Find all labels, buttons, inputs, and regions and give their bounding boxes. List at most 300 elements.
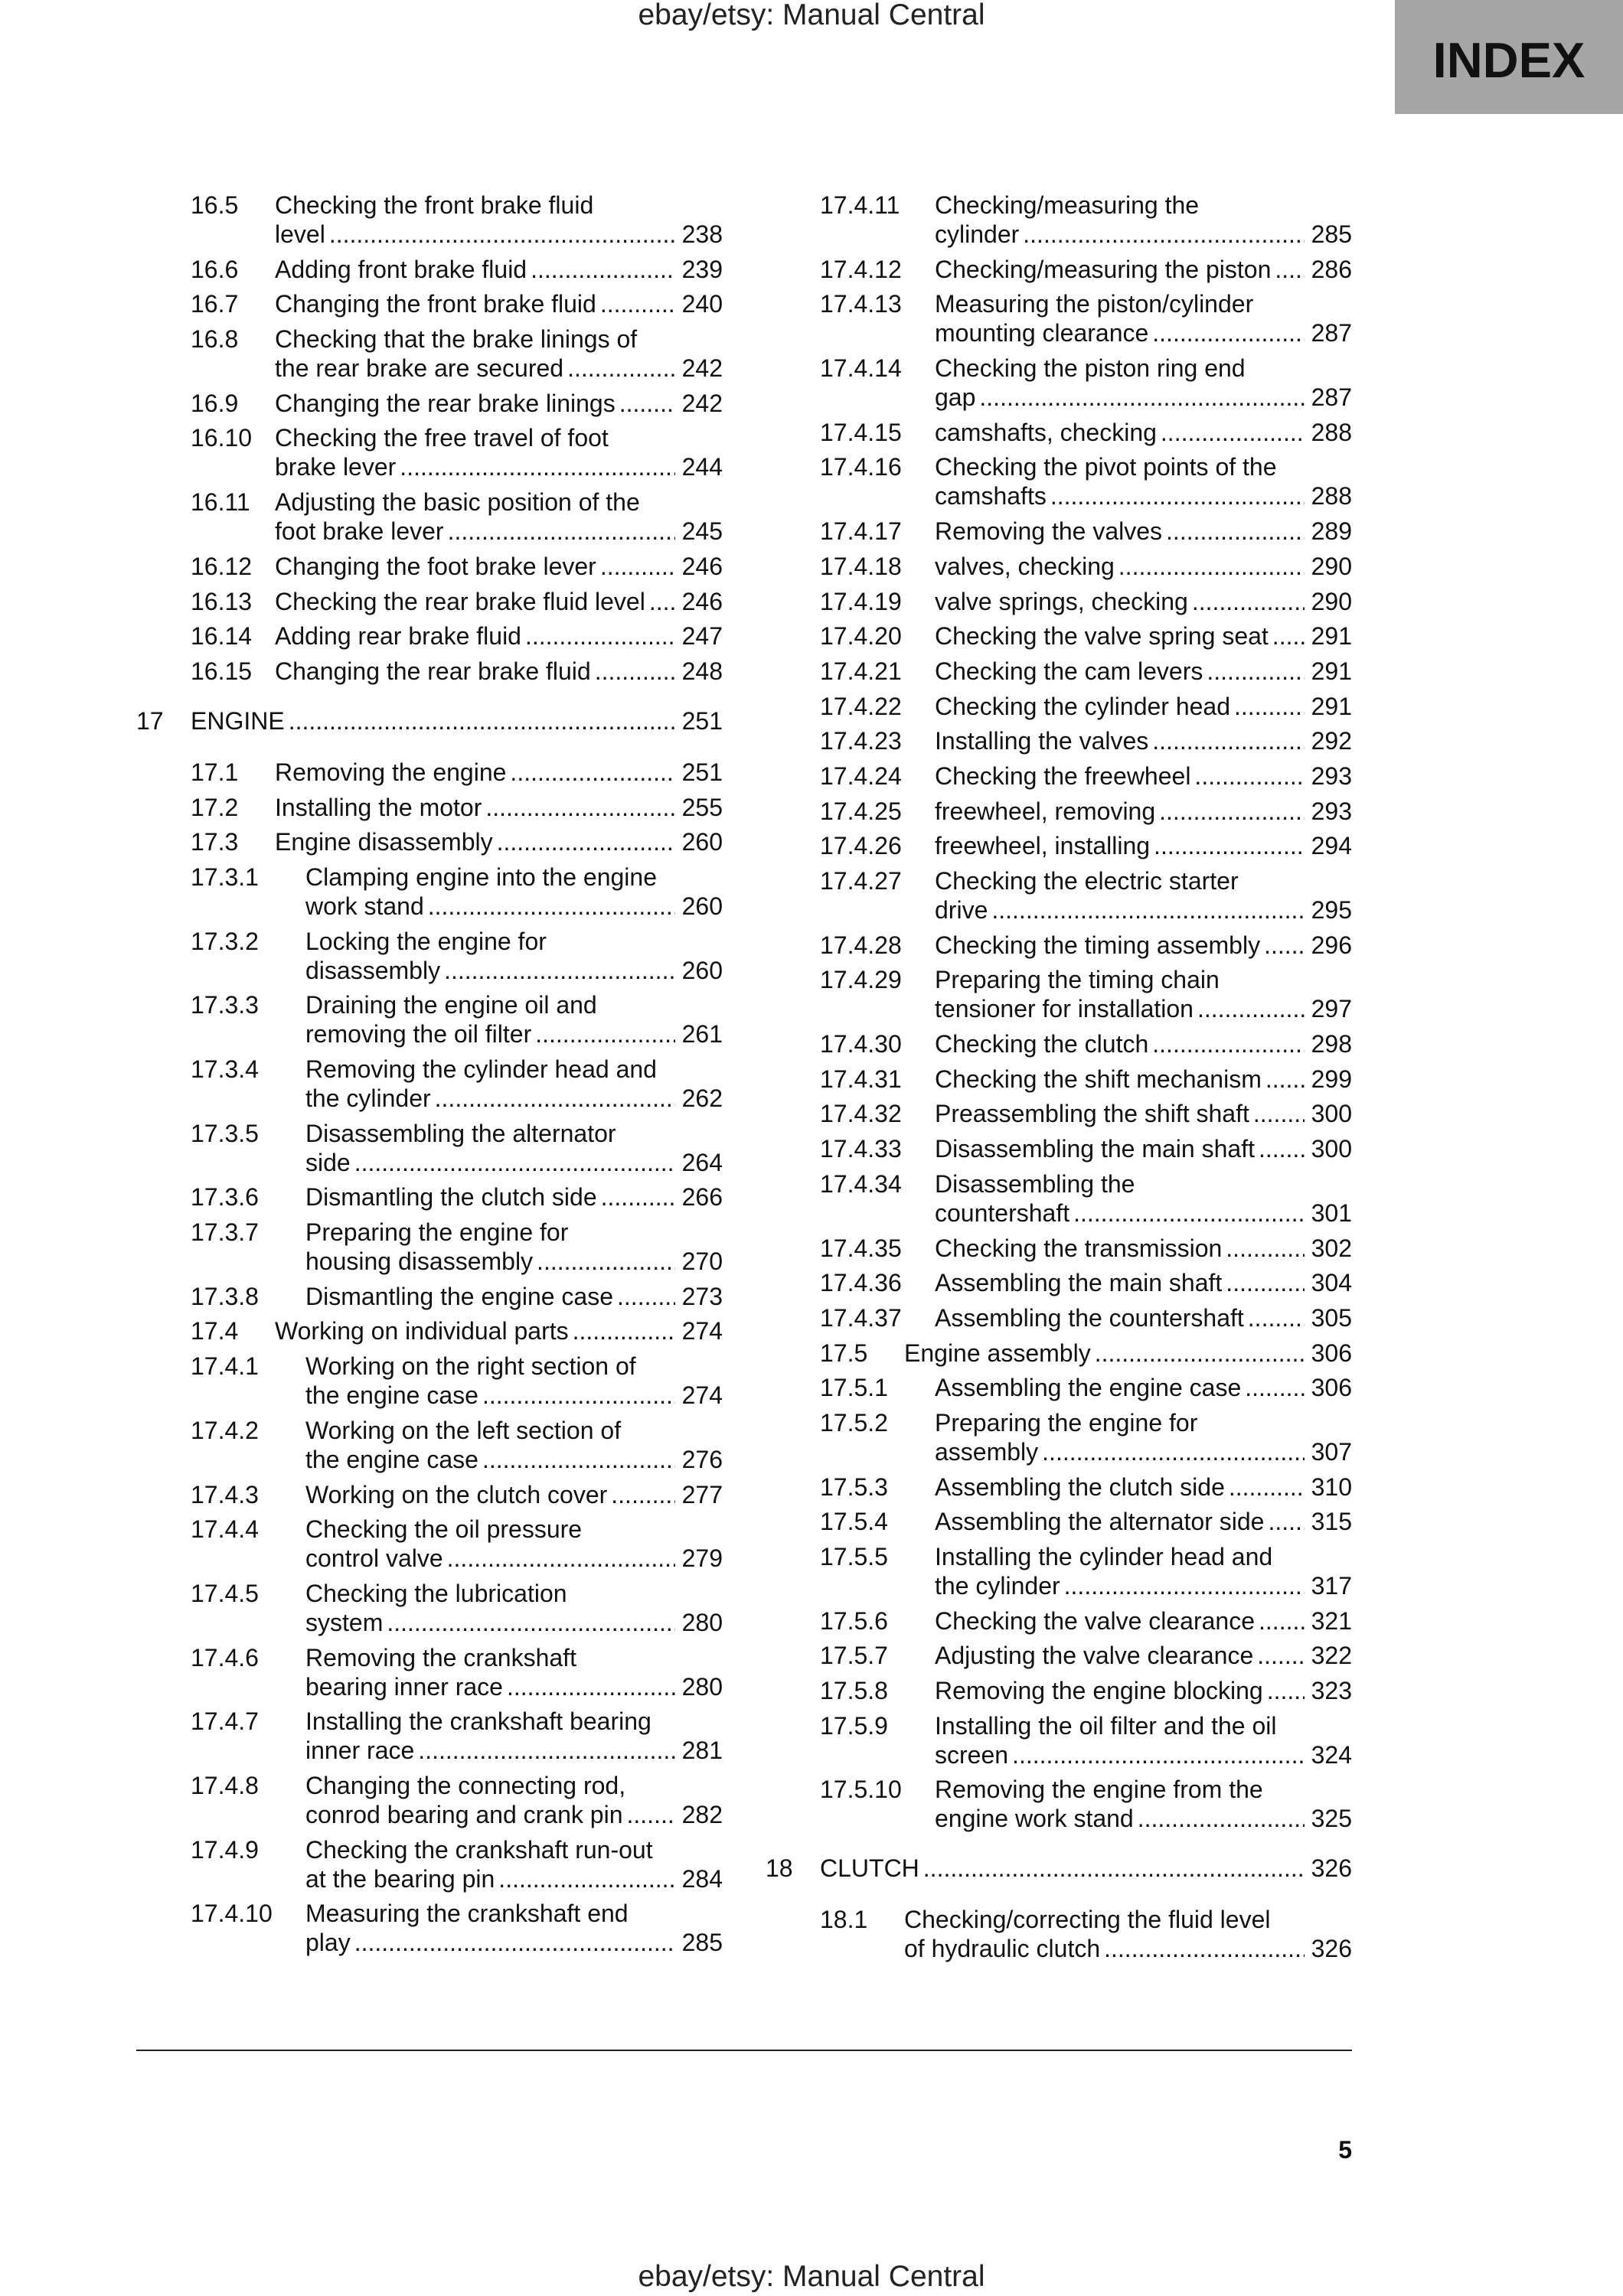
toc-entry-title: Checking/measuring the cylinder	[935, 191, 1200, 248]
toc-entry-page: 274	[675, 1381, 723, 1410]
toc-entry-title: Working on the right section of the engine case	[305, 1352, 636, 1410]
toc-entry-title: Checking the cam levers	[935, 657, 1203, 685]
toc-entry-title: freewheel, installing	[935, 832, 1151, 860]
toc-entry-page: 239	[675, 255, 723, 284]
toc-entry-title: Removing the engine from the engine work stand	[935, 1776, 1263, 1833]
toc-entry-number: 17.4.18	[820, 552, 902, 580]
toc-entry-title: Measuring the piston/cylinder mounting clearance	[935, 290, 1254, 347]
toc-entry-title: Removing the engine blocking	[935, 1677, 1263, 1705]
toc-entry-title: Adjusting the basic position of the foot brake lever	[275, 488, 640, 546]
toc-entry-page: 291	[1305, 657, 1352, 686]
toc-entry-title-block	[935, 1606, 1352, 1636]
toc-entry	[820, 965, 1352, 1023]
toc-entry-page: 288	[1305, 418, 1352, 447]
toc-entry-title-block	[275, 793, 723, 822]
toc-entry	[191, 927, 723, 985]
toc-entry	[191, 1416, 723, 1474]
toc-entry-title-block	[935, 797, 1352, 826]
toc-entry	[820, 1065, 1352, 1094]
toc-entry-title: Checking the free travel of foot brake lever	[275, 424, 609, 481]
toc-entry	[820, 866, 1352, 925]
toc-entry	[191, 423, 723, 481]
toc-entry	[820, 1641, 1352, 1670]
toc-entry	[191, 621, 723, 651]
toc-entry-number: 17.5.1	[820, 1374, 888, 1402]
toc-entry	[820, 587, 1352, 616]
toc-entry-title: Working on the clutch cover	[305, 1480, 608, 1508]
toc-entry	[191, 1282, 723, 1311]
toc-entry-title-block	[935, 255, 1352, 284]
toc-entry-number: 17.4.14	[820, 354, 902, 383]
toc-entry-page: 251	[675, 758, 723, 787]
toc-entry-title-block	[275, 389, 723, 418]
toc-entry	[820, 1268, 1352, 1297]
toc-entry-page: 326	[1305, 1934, 1352, 1963]
toc-chapter-entry	[766, 1854, 1352, 1883]
toc-entry	[191, 1643, 723, 1701]
toc-entry-title-block	[935, 1065, 1352, 1094]
toc-entry-title-block	[935, 1542, 1352, 1600]
toc-entry-title-block	[935, 587, 1352, 616]
toc-entry	[820, 1373, 1352, 1402]
toc-entry	[191, 191, 723, 249]
toc-entry	[820, 255, 1352, 284]
toc-entry-number: 17.2	[191, 793, 239, 821]
toc-entry-number: 16.8	[191, 325, 239, 354]
toc-entry-title-block	[305, 1182, 723, 1212]
toc-entry-number: 17.4.6	[191, 1643, 259, 1671]
toc-entry-number: 17.5.4	[820, 1508, 888, 1536]
index-tab-label: INDEX	[1432, 32, 1585, 88]
page-number: 5	[1338, 2136, 1352, 2164]
toc-entry-title-block	[935, 1711, 1352, 1769]
toc-entry-number: 17.4.10	[191, 1900, 273, 1928]
toc-entry-title-block	[305, 1282, 723, 1311]
toc-entry-title: Preparing the engine for assembly	[935, 1408, 1198, 1466]
toc-entry-title: Adding rear brake fluid	[275, 622, 521, 651]
toc-entry-number: 17.4.17	[820, 517, 902, 546]
toc-entry-number: 17.5.9	[820, 1711, 888, 1740]
toc-entry	[191, 255, 723, 284]
toc-entry-title-block	[935, 289, 1352, 347]
toc-entry-title: Changing the rear brake linings	[275, 389, 616, 417]
toc-entry-title-block	[275, 552, 723, 581]
toc-entry-title-block	[935, 552, 1352, 581]
toc-entry-page: 279	[675, 1544, 723, 1573]
toc-entry-number: 17.4.7	[191, 1707, 259, 1736]
toc-entry-page: 321	[1305, 1606, 1352, 1636]
watermark-bottom: ebay/etsy: Manual Central	[638, 2260, 985, 2293]
toc-entry	[820, 1234, 1352, 1263]
toc-entry	[191, 990, 723, 1049]
toc-entry-page: 273	[675, 1282, 723, 1311]
toc-entry-title-block	[935, 621, 1352, 651]
toc-entry-title-block	[305, 990, 723, 1049]
toc-entry	[820, 1473, 1352, 1502]
toc-entry-title-block	[935, 1507, 1352, 1536]
toc-entry-page: 285	[675, 1928, 723, 1957]
toc-entry-title-block	[305, 1515, 723, 1573]
toc-entry-title-block	[935, 1473, 1352, 1502]
toc-entry-title-block	[935, 452, 1352, 510]
toc-entry-page: 262	[675, 1084, 723, 1113]
toc-entry	[191, 1182, 723, 1212]
toc-entry-title: Dismantling the engine case	[305, 1282, 614, 1310]
toc-entry-title: ENGINE	[191, 706, 285, 735]
toc-entry-title-block	[935, 418, 1352, 447]
toc-entry-title: Checking/measuring the piston	[935, 255, 1272, 283]
toc-entry-title-block	[935, 931, 1352, 960]
toc-entry-number: 17.5.6	[820, 1606, 888, 1635]
toc-entry-page: 298	[1305, 1029, 1352, 1058]
toc-entry-title: Working on the left section of the engine case	[305, 1416, 622, 1473]
toc-entry-title-block	[275, 587, 723, 616]
toc-entry-title: Changing the connecting rod, conrod bearing and crank pin	[305, 1771, 626, 1828]
toc-entry-number: 17.4.30	[820, 1030, 902, 1058]
toc-entry-number: 17.3.7	[191, 1218, 259, 1247]
toc-entry-title-block	[935, 1373, 1352, 1402]
toc-entry-title-block	[305, 1643, 723, 1701]
toc-entry-title: Locking the engine for disassembly	[305, 927, 547, 984]
toc-chapter-entry	[136, 706, 723, 735]
toc-entry-title: Checking that the brake linings of the rear brake are secured	[275, 325, 638, 383]
toc-entry-page: 315	[1305, 1507, 1352, 1536]
toc-entry-page: 238	[675, 220, 723, 249]
toc-entry-number: 17.4.2	[191, 1416, 259, 1444]
toc-entry	[820, 1408, 1352, 1466]
toc-entry	[820, 1169, 1352, 1228]
toc-entry-page: 276	[675, 1445, 723, 1474]
toc-entry-title-block	[305, 1771, 723, 1829]
toc-entry-title-block	[935, 1029, 1352, 1058]
toc-entry-page: 305	[1305, 1303, 1352, 1332]
index-tab	[1395, 0, 1623, 114]
toc-entry-number: 17.4.20	[820, 622, 902, 651]
toc-entry-title: Checking the crankshaft run-out at the bearing pin	[305, 1835, 653, 1893]
toc-entry-number: 16.6	[191, 255, 239, 283]
toc-entry-page: 266	[675, 1182, 723, 1212]
toc-entry-title-block	[935, 657, 1352, 686]
toc-entry-page: 285	[1305, 220, 1352, 249]
toc-entry	[191, 1515, 723, 1573]
toc-entry-title-block	[275, 758, 723, 787]
toc-entry-title: Engine disassembly	[275, 828, 493, 856]
toc-entry-page: 287	[1305, 383, 1352, 412]
toc-entry-title-block	[275, 621, 723, 651]
toc-entry-page: 280	[675, 1608, 723, 1637]
toc-entry-title-block	[935, 1676, 1352, 1705]
toc-entry-title: Checking the pivot points of the camshafts	[935, 453, 1277, 510]
toc-entry-title: Preparing the timing chain tensioner for installation	[935, 966, 1220, 1023]
toc-entry-number: 17.4.3	[191, 1480, 259, 1508]
toc-entry-title: valve springs, checking	[935, 587, 1188, 615]
toc-entry-number: 16.15	[191, 657, 253, 685]
toc-entry-title-block	[305, 1416, 723, 1474]
toc-entry-page: 246	[675, 587, 723, 616]
toc-entry	[820, 1542, 1352, 1600]
watermark-top: ebay/etsy: Manual Central	[638, 0, 985, 31]
toc-entry-title: CLUTCH	[820, 1854, 919, 1883]
toc-entry	[820, 1905, 1352, 1963]
toc-entry-title-block	[275, 488, 723, 546]
toc-entry-title: Checking the clutch	[935, 1030, 1149, 1058]
toc-entry-page: 242	[675, 354, 723, 383]
toc-entry-number: 17.4.1	[191, 1352, 259, 1381]
toc-entry	[820, 657, 1352, 686]
toc-entry-title-block	[935, 517, 1352, 546]
toc-entry-page: 270	[675, 1247, 723, 1276]
toc-entry-title: Changing the rear brake fluid	[275, 657, 591, 685]
toc-entry-title-block	[935, 1169, 1352, 1228]
toc-entry-page: 300	[1305, 1134, 1352, 1163]
toc-entry-title-block	[275, 827, 723, 856]
toc-entry	[191, 1707, 723, 1765]
toc-entry-page: 301	[1305, 1199, 1352, 1228]
toc-entry-page: 274	[675, 1316, 723, 1345]
toc-entry-title-block	[275, 657, 723, 686]
toc-entry-title: Draining the engine oil and removing the oil filter	[305, 991, 597, 1049]
toc-entry-page: 326	[1305, 1854, 1352, 1883]
toc-entry-title: Dismantling the clutch side	[305, 1183, 597, 1212]
toc-entry-number: 17.3.2	[191, 927, 259, 955]
toc-entry	[191, 1316, 723, 1345]
toc-entry-title: Checking the piston ring end gap	[935, 354, 1246, 412]
toc-entry	[820, 797, 1352, 826]
toc-entry-number: 17.4.5	[191, 1579, 259, 1607]
toc-entry-page: 293	[1305, 797, 1352, 826]
toc-entry	[191, 1055, 723, 1113]
toc-entry-title: Checking the shift mechanism	[935, 1065, 1262, 1093]
toc-entry-title: Adding front brake fluid	[275, 255, 527, 283]
toc-entry-page: 280	[675, 1672, 723, 1701]
toc-entry-number: 16.7	[191, 290, 239, 318]
toc-entry-title-block	[275, 255, 723, 284]
toc-entry	[820, 1711, 1352, 1769]
toc-entry-title-block	[305, 1899, 723, 1957]
toc-entry-title: Checking the transmission	[935, 1234, 1223, 1262]
toc-entry-page: 306	[1305, 1373, 1352, 1402]
toc-entry-title: Installing the oil filter and the oil screen	[935, 1711, 1277, 1769]
toc-entry	[191, 289, 723, 318]
toc-entry-number: 17.4.34	[820, 1169, 902, 1198]
toc-entry	[191, 1899, 723, 1957]
toc-entry-number: 17.4.4	[191, 1515, 259, 1544]
toc-entry	[820, 831, 1352, 860]
toc-entry-title: Removing the valves	[935, 517, 1163, 546]
toc-entry-number: 17.4.22	[820, 692, 902, 720]
toc-entry	[820, 517, 1352, 546]
toc-entry-title-block	[275, 423, 723, 481]
toc-entry-title: Checking the timing assembly	[935, 931, 1261, 959]
toc-entry-title: Disassembling the countershaft	[935, 1169, 1135, 1227]
toc-entry-number: 17.4.31	[820, 1065, 902, 1093]
toc-entry-title-block	[305, 1579, 723, 1637]
toc-entry-title-block	[305, 863, 723, 921]
toc-entry-title-block	[935, 1099, 1352, 1128]
toc-entry-page: 260	[675, 892, 723, 921]
toc-entry-page: 277	[675, 1480, 723, 1509]
toc-entry-title-block	[275, 1316, 723, 1345]
toc-entry-page: 245	[675, 517, 723, 546]
toc-entry-page: 302	[1305, 1234, 1352, 1263]
toc-entry-title: Checking the cylinder head	[935, 692, 1231, 720]
toc-entry-number: 17.4.8	[191, 1771, 259, 1799]
toc-entry-title-block	[305, 1218, 723, 1276]
toc-entry-title: Assembling the engine case	[935, 1374, 1242, 1402]
toc-entry-title: Assembling the alternator side	[935, 1508, 1265, 1536]
toc-entry-page: 260	[675, 956, 723, 985]
toc-entry-title: Installing the valves	[935, 727, 1149, 755]
toc-entry-page: 261	[675, 1019, 723, 1049]
toc-entry	[191, 587, 723, 616]
toc-entry	[191, 389, 723, 418]
toc-entry	[820, 1339, 1352, 1368]
toc-entry-page: 244	[675, 452, 723, 481]
toc-entry-title-block	[305, 1055, 723, 1113]
toc-entry-number: 17	[136, 706, 164, 735]
toc-entry-page: 246	[675, 552, 723, 581]
toc-entry-title: Checking the valve clearance	[935, 1606, 1256, 1635]
toc-entry	[820, 1775, 1352, 1833]
toc-entry-page: 294	[1305, 831, 1352, 860]
toc-entry-number: 17.4.15	[820, 418, 902, 446]
toc-entry-title: Clamping engine into the engine work stand	[305, 863, 657, 920]
toc-entry-number: 17.4.26	[820, 832, 902, 860]
toc-entry-page: 324	[1305, 1740, 1352, 1769]
toc-entry-title-block	[935, 191, 1352, 249]
toc-entry-title-block	[275, 289, 723, 318]
toc-entry-title: Checking the lubrication system	[305, 1579, 567, 1636]
toc-entry	[191, 657, 723, 686]
toc-entry-page: 323	[1305, 1676, 1352, 1705]
toc-entry	[191, 552, 723, 581]
toc-entry	[191, 488, 723, 546]
toc-entry-title: Disassembling the main shaft	[935, 1135, 1255, 1163]
toc-entry-title-block	[935, 354, 1352, 412]
toc-entry-title-block	[935, 692, 1352, 721]
toc-entry-page: 317	[1305, 1571, 1352, 1600]
toc-entry-page: 293	[1305, 762, 1352, 791]
toc-entry-number: 17.4	[191, 1317, 239, 1345]
toc-entry-number: 17.4.13	[820, 290, 902, 318]
toc-entry-title-block	[935, 726, 1352, 755]
toc-entry-number: 17.4.21	[820, 657, 902, 685]
toc-entry-number: 17.4.32	[820, 1100, 902, 1128]
toc-entry-number: 16.5	[191, 191, 239, 219]
toc-entry-page: 287	[1305, 318, 1352, 347]
toc-entry	[820, 191, 1352, 249]
toc-entry	[191, 1218, 723, 1276]
toc-entry	[191, 1352, 723, 1410]
toc-entry-title: Measuring the crankshaft end play	[305, 1900, 629, 1957]
toc-entry-title-block	[305, 1352, 723, 1410]
toc-entry-page: 282	[675, 1800, 723, 1829]
toc-entry-number: 17.3	[191, 828, 239, 856]
toc-entry-title-block	[935, 1775, 1352, 1833]
toc-entry	[191, 1119, 723, 1177]
toc-entry-number: 17.4.16	[820, 453, 902, 481]
toc-entry-page: 291	[1305, 692, 1352, 721]
toc-entry-page: 247	[675, 621, 723, 651]
toc-entry-page: 304	[1305, 1268, 1352, 1297]
toc-entry-number: 16.12	[191, 552, 253, 580]
toc-entry-title-block	[904, 1339, 1352, 1368]
toc-entry	[820, 1676, 1352, 1705]
toc-entry	[191, 325, 723, 383]
toc-entry-title-block	[305, 1480, 723, 1509]
toc-entry-number: 17.3.8	[191, 1282, 259, 1310]
toc-entry	[820, 762, 1352, 791]
toc-entry-number: 17.4.28	[820, 931, 902, 959]
toc-entry-title-block	[305, 1835, 723, 1893]
toc-entry-title-block	[275, 325, 723, 383]
toc-entry-page: 242	[675, 389, 723, 418]
toc-entry	[820, 1507, 1352, 1536]
toc-entry-page: 322	[1305, 1641, 1352, 1670]
toc-entry	[820, 1029, 1352, 1058]
toc-entry-title: Preassembling the shift shaft	[935, 1100, 1249, 1128]
toc-entry	[191, 1480, 723, 1509]
toc-entry-page: 310	[1305, 1473, 1352, 1502]
toc-entry-title-block	[935, 831, 1352, 860]
toc-entry-page: 290	[1305, 552, 1352, 581]
toc-entry-title: Assembling the clutch side	[935, 1473, 1225, 1501]
toc-entry-title: Changing the foot brake lever	[275, 552, 596, 580]
toc-entry	[191, 827, 723, 856]
toc-entry-title: Changing the front brake fluid	[275, 290, 596, 318]
toc-entry-title: camshafts, checking	[935, 418, 1157, 446]
toc-entry-number: 17.4.11	[820, 191, 900, 219]
toc-entry	[191, 1771, 723, 1829]
toc-entry	[820, 726, 1352, 755]
toc-entry-number: 17.5.10	[820, 1776, 902, 1804]
toc-entry-page: 284	[675, 1864, 723, 1893]
toc-entry-page: 292	[1305, 726, 1352, 755]
toc-entry-title: Checking/correcting the fluid level of hydraulic clutch	[904, 1906, 1271, 1963]
toc-entry-page: 240	[675, 289, 723, 318]
toc-entry-title: Installing the motor	[275, 793, 482, 821]
toc-entry	[820, 621, 1352, 651]
toc-entry	[820, 1606, 1352, 1636]
toc-entry-title-block	[191, 706, 723, 735]
toc-entry-number: 17.4.37	[820, 1303, 902, 1332]
toc-entry-title-block	[935, 1641, 1352, 1670]
toc-entry-title: Checking the valve spring seat	[935, 622, 1269, 651]
toc-entry-page: 251	[675, 706, 723, 735]
toc-entry-number: 16.13	[191, 587, 253, 615]
toc-entry-title: valves, checking	[935, 552, 1115, 580]
toc-entry-number: 17.5.5	[820, 1543, 888, 1570]
toc-entry-number: 17.3.5	[191, 1119, 259, 1147]
toc-entry-page: 248	[675, 657, 723, 686]
toc-entry-number: 17.4.35	[820, 1234, 902, 1262]
toc-entry-number: 16.9	[191, 389, 239, 417]
toc-entry-title: Installing the crankshaft bearing inner race	[305, 1707, 651, 1765]
toc-entry-number: 17.4.36	[820, 1269, 902, 1297]
toc-entry-number: 17.4.27	[820, 867, 902, 895]
toc-entry-title: Checking the freewheel	[935, 762, 1191, 790]
toc-entry-title: Removing the engine	[275, 758, 507, 786]
toc-entry-page: 264	[675, 1148, 723, 1177]
toc-entry-page: 306	[1305, 1339, 1352, 1368]
toc-entry-number: 17.4.25	[820, 797, 902, 825]
toc-entry	[820, 1303, 1352, 1332]
toc-entry-number: 17.4.9	[191, 1835, 259, 1864]
toc-entry-page: 291	[1305, 621, 1352, 651]
toc-entry-title-block	[935, 1134, 1352, 1163]
toc-entry	[191, 1579, 723, 1637]
toc-entry-number: 17.4.33	[820, 1135, 902, 1163]
